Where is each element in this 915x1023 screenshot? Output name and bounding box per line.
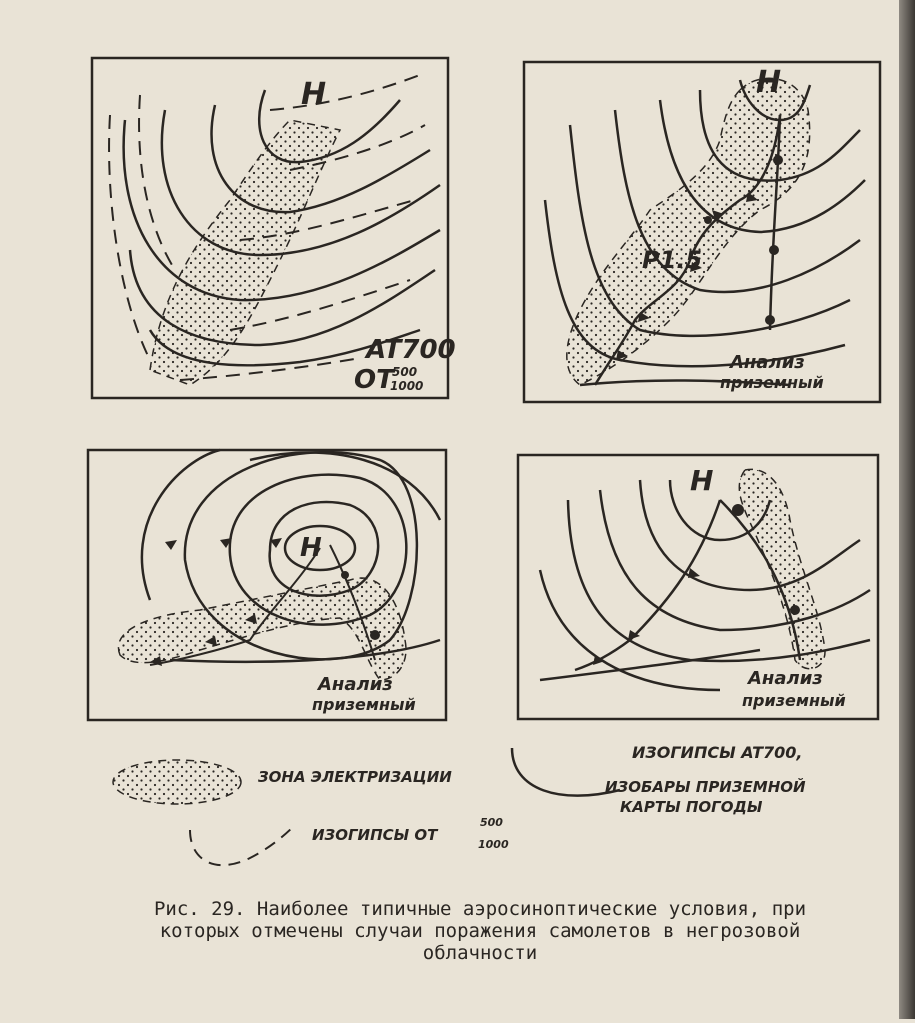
panel-1-ot-label: OT [354,365,394,395]
figure-caption [60,898,900,964]
panel-3-analysis-line1: Анализ [318,674,393,695]
panel-4-analysis-line1: Анализ [748,668,823,689]
caption-line-3: облачности [422,942,538,964]
panel-4-high-label: Н [690,464,714,497]
panel-3-analysis-line2: приземный [312,695,416,714]
panel-1-ot-sup: 500 [392,365,418,379]
panel-2 [524,62,880,402]
caption-line-1: Рис. 29. Наиболее типичные аэросиноптические условия, при [153,898,807,920]
legend-isohypse-ot-sup: 500 [480,816,503,829]
panel-3 [88,450,446,720]
legend-isohypse-ot-label: ИЗОГИПСЫ OT [312,826,438,844]
page-edge-shadow [899,0,915,1019]
legend [113,743,806,865]
panel-2-high-label: Н [756,65,782,100]
legend-isohypse-at-symbol [512,748,620,796]
legend-isohypse-ot-sub: 1000 [478,838,509,851]
legend-isohypse-at-line1: ИЗОГИПСЫ AT700, [632,743,803,762]
panel-1-ot-sub: 1000 [390,379,424,393]
panel-1 [92,58,456,398]
panel-4-analysis-line2: приземный [742,691,846,710]
caption-line-2: которых отмечены случаи поражения самолетов в негрозовой [159,920,801,942]
panel-1-high-label: Н [301,77,327,112]
panel-4-electrification-zone [739,469,825,668]
panel-2-analysis-line1: Анализ [730,352,805,373]
panel-2-pressure-label: P1.5 [642,246,703,274]
legend-zone-label: ЗОНА ЭЛЕКТРИЗАЦИИ [258,768,452,786]
panel-3-high-label: Н [300,533,322,563]
panel-4 [518,455,878,719]
legend-isohypse-at-line3: КАРТЫ ПОГОДЫ [620,798,763,816]
panel-1-at700-label: AT700 [366,335,456,365]
legend-zone-symbol [113,760,241,804]
panel-2-analysis-line2: приземный [720,373,824,392]
legend-isohypse-ot-symbol [190,825,295,865]
legend-isohypse-at-line2: ИЗОБАРЫ ПРИЗЕМНОЙ [605,778,806,796]
